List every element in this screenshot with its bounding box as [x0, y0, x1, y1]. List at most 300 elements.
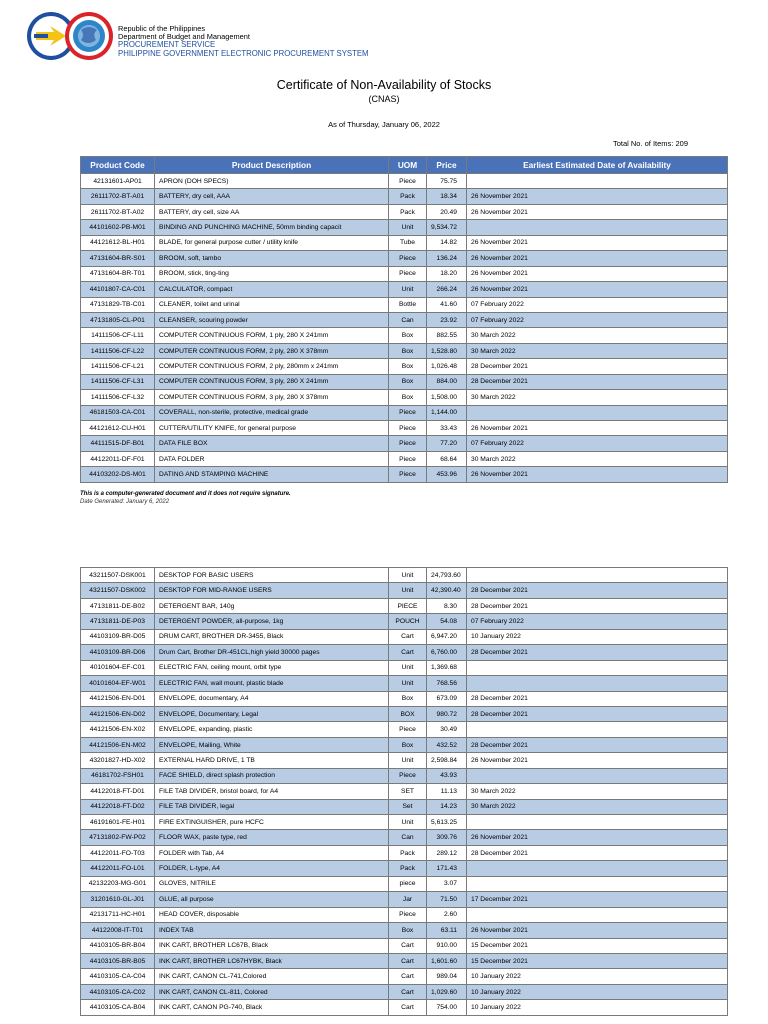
- price-cell: 23.92: [427, 312, 467, 327]
- table-row: [81, 282, 728, 297]
- header-product-description: Product Description: [155, 157, 389, 174]
- price-cell: 5,613.25: [427, 815, 467, 830]
- availability-date-cell: 26 November 2021: [467, 282, 728, 297]
- product-code-cell: 31201610-GL-J01: [81, 892, 155, 907]
- product-code-cell: 14111506-CF-L31: [81, 374, 155, 389]
- table-row: [81, 251, 728, 266]
- availability-date-cell: [467, 220, 728, 235]
- product-description-cell: COMPUTER CONTINUOUS FORM, 3 ply, 280 X 241mm: [155, 374, 389, 389]
- product-code-cell: 44103105-CA-B04: [81, 1000, 155, 1015]
- table-row: [81, 451, 728, 466]
- availability-date-cell: [467, 676, 728, 691]
- product-description-cell: ENVELOPE, expanding, plastic: [155, 722, 389, 737]
- table-row: [81, 768, 728, 783]
- availability-date-cell: 10 January 2022: [467, 1000, 728, 1015]
- availability-date-cell: 30 March 2022: [467, 328, 728, 343]
- price-cell: 1,029.60: [427, 984, 467, 999]
- uom-cell: Piece: [389, 266, 427, 281]
- price-cell: 14.82: [427, 235, 467, 250]
- uom-cell: Piece: [389, 768, 427, 783]
- price-cell: 1,026.48: [427, 359, 467, 374]
- uom-cell: Unit: [389, 676, 427, 691]
- product-code-cell: 26111702-BT-A02: [81, 204, 155, 219]
- product-description-cell: FOLDER with Tab, A4: [155, 845, 389, 860]
- product-description-cell: BATTERY, dry cell, size AA: [155, 204, 389, 219]
- table-row: [81, 984, 728, 999]
- price-cell: 673.09: [427, 691, 467, 706]
- availability-date-cell: 26 November 2021: [467, 467, 728, 482]
- product-code-cell: 44122011-FO-L01: [81, 861, 155, 876]
- uom-cell: SET: [389, 784, 427, 799]
- price-cell: 3.07: [427, 876, 467, 891]
- product-code-cell: 43211507-DSK001: [81, 568, 155, 583]
- uom-cell: Piece: [389, 405, 427, 420]
- product-code-cell: 44122008-IT-T01: [81, 923, 155, 938]
- uom-cell: Piece: [389, 174, 427, 189]
- product-code-cell: 47131811-DE-B02: [81, 598, 155, 613]
- product-description-cell: BROOM, soft, tambo: [155, 251, 389, 266]
- page-title: Certificate of Non-Availability of Stocks: [276, 78, 492, 92]
- price-cell: 266.24: [427, 282, 467, 297]
- table-row: [81, 204, 728, 219]
- availability-date-cell: [467, 568, 728, 583]
- product-description-cell: DESKTOP FOR BASIC USERS: [155, 568, 389, 583]
- computer-generated-note: This is a computer-generated document and it does not require signature.: [80, 491, 291, 497]
- uom-cell: Pack: [389, 189, 427, 204]
- table-row: [81, 753, 728, 768]
- letterhead-department: Department of Budget and Management: [118, 32, 250, 42]
- price-cell: 6,760.00: [427, 645, 467, 660]
- availability-date-cell: 28 December 2021: [467, 645, 728, 660]
- table-row: [81, 706, 728, 721]
- product-code-cell: 43201827-HD-X02: [81, 753, 155, 768]
- product-code-cell: 44121506-EN-X02: [81, 722, 155, 737]
- table-row: [81, 405, 728, 420]
- price-cell: 14.23: [427, 799, 467, 814]
- table-row: [81, 359, 728, 374]
- price-cell: 63.11: [427, 923, 467, 938]
- product-description-cell: COMPUTER CONTINUOUS FORM, 2 ply, 280 X 378mm: [155, 343, 389, 358]
- uom-cell: Cart: [389, 953, 427, 968]
- product-code-cell: 40101604-EF-W01: [81, 676, 155, 691]
- uom-cell: Can: [389, 830, 427, 845]
- product-description-cell: ENVELOPE, Documentary, Legal: [155, 706, 389, 721]
- availability-date-cell: 26 November 2021: [467, 421, 728, 436]
- availability-date-cell: 28 December 2021: [467, 583, 728, 598]
- product-code-cell: 46181702-FSH01: [81, 768, 155, 783]
- product-description-cell: DETERGENT POWDER, all-purpose, 1kg: [155, 614, 389, 629]
- price-cell: 989.04: [427, 969, 467, 984]
- table-row: [81, 799, 728, 814]
- uom-cell: Pack: [389, 861, 427, 876]
- product-description-cell: CALCULATOR, compact: [155, 282, 389, 297]
- price-cell: 11.13: [427, 784, 467, 799]
- product-code-cell: 44103105-BR-B05: [81, 953, 155, 968]
- product-code-cell: 44122011-DF-F01: [81, 451, 155, 466]
- price-cell: 8.30: [427, 598, 467, 613]
- product-code-cell: 44122011-FO-T03: [81, 845, 155, 860]
- product-code-cell: 42131601-AP01: [81, 174, 155, 189]
- product-description-cell: BROOM, stick, ting-ting: [155, 266, 389, 281]
- uom-cell: POUCH: [389, 614, 427, 629]
- product-code-cell: 44121612-CU-H01: [81, 421, 155, 436]
- availability-date-cell: 28 December 2021: [467, 706, 728, 721]
- price-cell: 54.08: [427, 614, 467, 629]
- availability-date-cell: 26 November 2021: [467, 266, 728, 281]
- table-row: [81, 390, 728, 405]
- table-header-row: [81, 157, 728, 174]
- product-code-cell: 42132203-MG-G01: [81, 876, 155, 891]
- uom-cell: piece: [389, 876, 427, 891]
- table-row: [81, 614, 728, 629]
- price-cell: 1,601.60: [427, 953, 467, 968]
- page-subtitle: (CNAS): [368, 94, 400, 104]
- product-description-cell: DATING AND STAMPING MACHINE: [155, 467, 389, 482]
- product-description-cell: ELECTRIC FAN, ceiling mount, orbit type: [155, 660, 389, 675]
- price-cell: 136.24: [427, 251, 467, 266]
- availability-date-cell: 28 December 2021: [467, 359, 728, 374]
- availability-date-cell: 26 November 2021: [467, 251, 728, 266]
- product-description-cell: DETERGENT BAR, 140g: [155, 598, 389, 613]
- product-description-cell: CUTTER/UTILITY KNIFE, for general purpose: [155, 421, 389, 436]
- product-code-cell: 44103105-CA-C04: [81, 969, 155, 984]
- price-cell: 1,144.00: [427, 405, 467, 420]
- date-generated: Date Generated: January 6, 2022: [80, 499, 170, 505]
- product-code-cell: 44121506-EN-M02: [81, 737, 155, 752]
- uom-cell: Box: [389, 343, 427, 358]
- product-description-cell: FOLDER, L-type, A4: [155, 861, 389, 876]
- table-row: [81, 343, 728, 358]
- product-code-cell: 44103109-BR-D06: [81, 645, 155, 660]
- price-cell: 77.20: [427, 436, 467, 451]
- price-cell: 1,369.68: [427, 660, 467, 675]
- availability-date-cell: [467, 722, 728, 737]
- product-code-cell: 47131604-BR-S01: [81, 251, 155, 266]
- table-row: [81, 189, 728, 204]
- procurement-service-logo: [26, 10, 114, 62]
- product-code-cell: 44121506-EN-D02: [81, 706, 155, 721]
- price-cell: 768.56: [427, 676, 467, 691]
- product-code-cell: 44111515-DF-B01: [81, 436, 155, 451]
- product-code-cell: 44103202-DS-M01: [81, 467, 155, 482]
- product-description-cell: Drum Cart, Brother DR-451CL,high yield 30000 pages: [155, 645, 389, 660]
- table-row: [81, 266, 728, 281]
- product-description-cell: EXTERNAL HARD DRIVE, 1 TB: [155, 753, 389, 768]
- availability-date-cell: 15 December 2021: [467, 938, 728, 953]
- header-availability-date: Earliest Estimated Date of Availability: [467, 157, 728, 174]
- product-description-cell: BLADE, for general purpose cutter / utility knife: [155, 235, 389, 250]
- table-row: [81, 645, 728, 660]
- product-code-cell: 47131802-FW-P02: [81, 830, 155, 845]
- product-description-cell: FILE TAB DIVIDER, legal: [155, 799, 389, 814]
- product-description-cell: FILE TAB DIVIDER, bristol board, for A4: [155, 784, 389, 799]
- availability-date-cell: 17 December 2021: [467, 892, 728, 907]
- product-description-cell: COMPUTER CONTINUOUS FORM, 2 ply, 280mm x 241mm: [155, 359, 389, 374]
- price-cell: 754.00: [427, 1000, 467, 1015]
- table-row: [81, 297, 728, 312]
- price-cell: 309.76: [427, 830, 467, 845]
- price-cell: 43.93: [427, 768, 467, 783]
- uom-cell: Box: [389, 923, 427, 938]
- product-description-cell: APRON (DOH SPECS): [155, 174, 389, 189]
- product-description-cell: FLOOR WAX, paste type, red: [155, 830, 389, 845]
- availability-date-cell: 26 November 2021: [467, 189, 728, 204]
- table-row: [81, 436, 728, 451]
- price-cell: 910.00: [427, 938, 467, 953]
- table-row: [81, 598, 728, 613]
- product-description-cell: CLEANSER, scouring powder: [155, 312, 389, 327]
- product-code-cell: 47131811-DE-P03: [81, 614, 155, 629]
- product-code-cell: 14111506-CF-L32: [81, 390, 155, 405]
- table-row: [81, 1000, 728, 1015]
- table-row: [81, 938, 728, 953]
- availability-date-cell: 28 December 2021: [467, 845, 728, 860]
- price-cell: 75.75: [427, 174, 467, 189]
- table-row: [81, 421, 728, 436]
- price-cell: 71.50: [427, 892, 467, 907]
- availability-date-cell: 26 November 2021: [467, 830, 728, 845]
- uom-cell: Unit: [389, 753, 427, 768]
- availability-date-cell: 10 January 2022: [467, 984, 728, 999]
- table-row: [81, 568, 728, 583]
- availability-date-cell: 10 January 2022: [467, 629, 728, 644]
- uom-cell: Piece: [389, 436, 427, 451]
- availability-date-cell: [467, 876, 728, 891]
- table-row: [81, 691, 728, 706]
- product-description-cell: INK CART, BROTHER LC67HYBK, Black: [155, 953, 389, 968]
- product-description-cell: GLOVES, NITRILE: [155, 876, 389, 891]
- price-cell: 980.72: [427, 706, 467, 721]
- table-row: [81, 784, 728, 799]
- product-code-cell: 44103105-CA-C02: [81, 984, 155, 999]
- availability-date-cell: [467, 768, 728, 783]
- table-row: [81, 676, 728, 691]
- price-cell: 432.52: [427, 737, 467, 752]
- stock-table-page1: [80, 156, 728, 483]
- price-cell: 2.60: [427, 907, 467, 922]
- product-description-cell: FIRE EXTINGUISHER, pure HCFC: [155, 815, 389, 830]
- availability-date-cell: 30 March 2022: [467, 451, 728, 466]
- availability-date-cell: 30 March 2022: [467, 799, 728, 814]
- product-description-cell: DATA FOLDER: [155, 451, 389, 466]
- letterhead-republic: Republic of the Philippines: [118, 24, 206, 33]
- uom-cell: Unit: [389, 583, 427, 598]
- product-code-cell: 47131829-TB-C01: [81, 297, 155, 312]
- uom-cell: Box: [389, 359, 427, 374]
- uom-cell: Box: [389, 737, 427, 752]
- uom-cell: Piece: [389, 251, 427, 266]
- availability-date-cell: 26 November 2021: [467, 923, 728, 938]
- product-description-cell: CLEANER, toilet and urinal: [155, 297, 389, 312]
- product-description-cell: INK CART, BROTHER LC67B, Black: [155, 938, 389, 953]
- product-description-cell: INK CART, CANON PG-740, Black: [155, 1000, 389, 1015]
- availability-date-cell: [467, 660, 728, 675]
- availability-date-cell: 26 November 2021: [467, 753, 728, 768]
- uom-cell: Box: [389, 374, 427, 389]
- uom-cell: Piece: [389, 451, 427, 466]
- uom-cell: Cart: [389, 1000, 427, 1015]
- product-code-cell: 14111506-CF-L22: [81, 343, 155, 358]
- availability-date-cell: [467, 405, 728, 420]
- table-row: [81, 312, 728, 327]
- table-row: [81, 235, 728, 250]
- product-description-cell: INK CART, CANON CL-741,Colored: [155, 969, 389, 984]
- table-row: [81, 830, 728, 845]
- product-code-cell: 46181503-CA-C01: [81, 405, 155, 420]
- product-description-cell: COMPUTER CONTINUOUS FORM, 1 ply, 280 X 241mm: [155, 328, 389, 343]
- uom-cell: PIECE: [389, 598, 427, 613]
- availability-date-cell: 10 January 2022: [467, 969, 728, 984]
- uom-cell: Set: [389, 799, 427, 814]
- availability-date-cell: 30 March 2022: [467, 390, 728, 405]
- product-code-cell: 40101604-EF-C01: [81, 660, 155, 675]
- price-cell: 1,528.80: [427, 343, 467, 358]
- price-cell: 42,390.40: [427, 583, 467, 598]
- price-cell: 18.34: [427, 189, 467, 204]
- product-code-cell: 14111506-CF-L21: [81, 359, 155, 374]
- availability-date-cell: [467, 815, 728, 830]
- product-description-cell: FACE SHIELD, direct splash protection: [155, 768, 389, 783]
- price-cell: 33.43: [427, 421, 467, 436]
- uom-cell: Tube: [389, 235, 427, 250]
- availability-date-cell: 30 March 2022: [467, 343, 728, 358]
- price-cell: 289.12: [427, 845, 467, 860]
- product-description-cell: ENVELOPE, Mailing, White: [155, 737, 389, 752]
- table-row: [81, 467, 728, 482]
- product-code-cell: 46191601-FE-H01: [81, 815, 155, 830]
- product-description-cell: HEAD COVER, disposable: [155, 907, 389, 922]
- price-cell: 41.60: [427, 297, 467, 312]
- product-code-cell: 47131805-CL-P01: [81, 312, 155, 327]
- price-cell: 68.64: [427, 451, 467, 466]
- product-code-cell: 44103109-BR-D05: [81, 629, 155, 644]
- availability-date-cell: 28 December 2021: [467, 691, 728, 706]
- letterhead: [118, 25, 369, 58]
- table-row: [81, 629, 728, 644]
- availability-date-cell: 07 February 2022: [467, 297, 728, 312]
- table-row: [81, 892, 728, 907]
- table-row: [81, 737, 728, 752]
- availability-date-cell: 15 December 2021: [467, 953, 728, 968]
- uom-cell: Cart: [389, 969, 427, 984]
- table-row: [81, 220, 728, 235]
- product-description-cell: ENVELOPE, documentary, A4: [155, 691, 389, 706]
- product-code-cell: 44122018-FT-D02: [81, 799, 155, 814]
- table-row: [81, 969, 728, 984]
- product-code-cell: 44122018-FT-D01: [81, 784, 155, 799]
- product-code-cell: 26111702-BT-A01: [81, 189, 155, 204]
- price-cell: 20.49: [427, 204, 467, 219]
- uom-cell: Unit: [389, 815, 427, 830]
- uom-cell: Pack: [389, 204, 427, 219]
- product-description-cell: GLUE, all purpose: [155, 892, 389, 907]
- table-row: [81, 374, 728, 389]
- product-description-cell: DESKTOP FOR MID-RANGE USERS: [155, 583, 389, 598]
- price-cell: 18.20: [427, 266, 467, 281]
- product-description-cell: ELECTRIC FAN, wall mount, plastic blade: [155, 676, 389, 691]
- table-row: [81, 583, 728, 598]
- uom-cell: Jar: [389, 892, 427, 907]
- availability-date-cell: 07 February 2022: [467, 436, 728, 451]
- price-cell: 30.49: [427, 722, 467, 737]
- uom-cell: Piece: [389, 421, 427, 436]
- header-uom: UOM: [389, 157, 427, 174]
- uom-cell: Unit: [389, 282, 427, 297]
- availability-date-cell: 28 December 2021: [467, 598, 728, 613]
- product-code-cell: 44101602-PB-M01: [81, 220, 155, 235]
- letterhead-philgeps: PHILIPPINE GOVERNMENT ELECTRONIC PROCUREMENT SYSTEM: [118, 48, 369, 58]
- price-cell: 171.43: [427, 861, 467, 876]
- uom-cell: Cart: [389, 938, 427, 953]
- table-row: [81, 907, 728, 922]
- product-description-cell: INK CART, CANON CL-811, Colored: [155, 984, 389, 999]
- table-row: [81, 660, 728, 675]
- price-cell: 884.00: [427, 374, 467, 389]
- uom-cell: Unit: [389, 568, 427, 583]
- uom-cell: Box: [389, 390, 427, 405]
- product-code-cell: 44121612-BL-H01: [81, 235, 155, 250]
- uom-cell: Cart: [389, 629, 427, 644]
- availability-date-cell: 26 November 2021: [467, 204, 728, 219]
- product-description-cell: COVERALL, non-sterile, protective, medical grade: [155, 405, 389, 420]
- availability-date-cell: 07 February 2022: [467, 312, 728, 327]
- uom-cell: Box: [389, 691, 427, 706]
- table-row: [81, 953, 728, 968]
- uom-cell: Piece: [389, 722, 427, 737]
- availability-date-cell: 28 December 2021: [467, 737, 728, 752]
- product-description-cell: DATA FILE BOX: [155, 436, 389, 451]
- product-code-cell: 43211507-DSK002: [81, 583, 155, 598]
- letterhead-procurement-service: PROCUREMENT SERVICE: [118, 40, 216, 50]
- price-cell: 882.55: [427, 328, 467, 343]
- table-row: [81, 923, 728, 938]
- uom-cell: Cart: [389, 984, 427, 999]
- uom-cell: Can: [389, 312, 427, 327]
- uom-cell: BOX: [389, 706, 427, 721]
- product-description-cell: COMPUTER CONTINUOUS FORM, 3 ply, 280 X 378mm: [155, 390, 389, 405]
- price-cell: 24,793.60: [427, 568, 467, 583]
- uom-cell: Box: [389, 328, 427, 343]
- product-code-cell: 44121506-EN-D01: [81, 691, 155, 706]
- product-code-cell: 42131711-HC-H01: [81, 907, 155, 922]
- uom-cell: Piece: [389, 467, 427, 482]
- table-row: [81, 815, 728, 830]
- availability-date-cell: 26 November 2021: [467, 235, 728, 250]
- availability-date-cell: 07 February 2022: [467, 614, 728, 629]
- price-cell: 453.96: [427, 467, 467, 482]
- table-row: [81, 328, 728, 343]
- uom-cell: Piece: [389, 907, 427, 922]
- product-code-cell: 44101807-CA-C01: [81, 282, 155, 297]
- product-description-cell: INDEX TAB: [155, 923, 389, 938]
- product-description-cell: BATTERY, dry cell, AAA: [155, 189, 389, 204]
- price-cell: 6,947.20: [427, 629, 467, 644]
- uom-cell: Bottle: [389, 297, 427, 312]
- table-row: [81, 861, 728, 876]
- uom-cell: Unit: [389, 660, 427, 675]
- uom-cell: Unit: [389, 220, 427, 235]
- price-cell: 9,534.72: [427, 220, 467, 235]
- product-code-cell: 44103105-BR-B04: [81, 938, 155, 953]
- availability-date-cell: 28 December 2021: [467, 374, 728, 389]
- product-description-cell: DRUM CART, BROTHER DR-3455, Black: [155, 629, 389, 644]
- uom-cell: Pack: [389, 845, 427, 860]
- table-row: [81, 174, 728, 189]
- product-code-cell: 47131604-BR-T01: [81, 266, 155, 281]
- total-items: Total No. of Items: 209: [612, 139, 688, 148]
- price-cell: 2,598.84: [427, 753, 467, 768]
- table-row: [81, 876, 728, 891]
